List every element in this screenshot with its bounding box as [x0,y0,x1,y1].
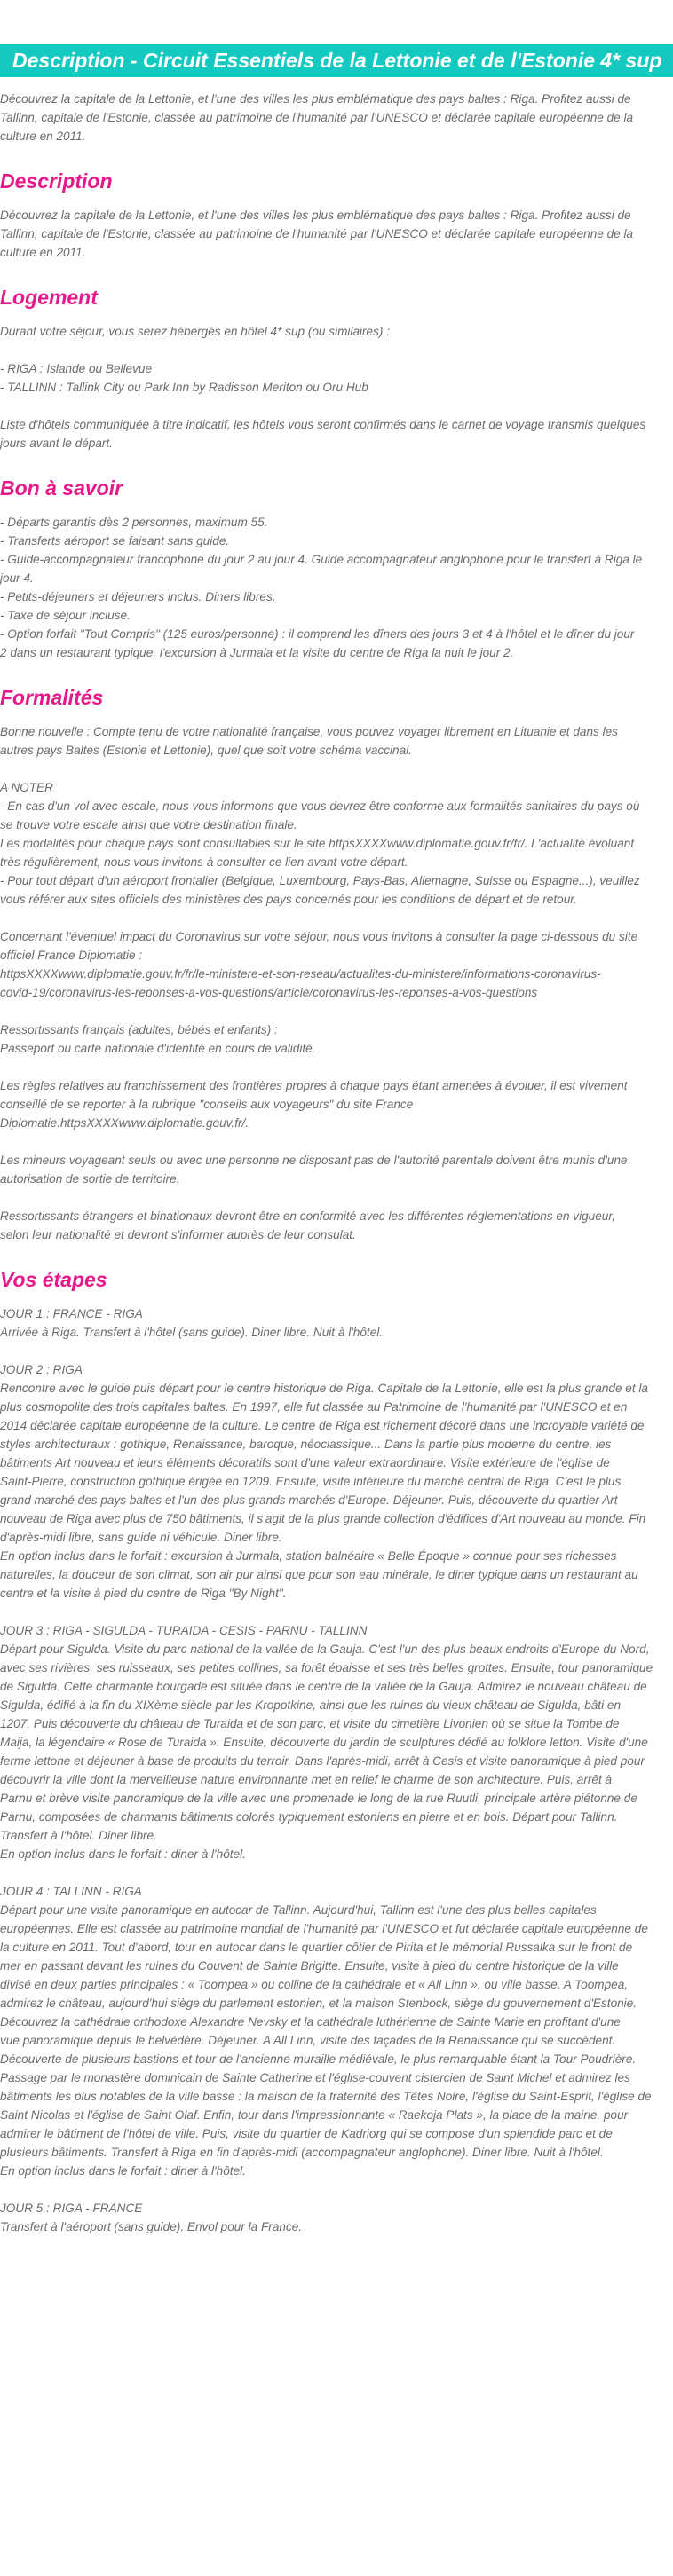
text-line: plus cosmopolite des trois capitales baltes. En 1997, elle fut classée au Patrimoine de l'humanité par l'UNESCO et en [0,1400,628,1414]
text-line: - Pour tout départ d'un aéroport frontalier (Belgique, Luxembourg, Pays-Bas, Allemagne, Suisse ou Espagne...), veuillez [0,874,640,887]
text-line: divisé en deux parties principales : « Toompea » ou colline de la cathédrale et « All Linn », ou ville basse. A Toompea, [0,1978,629,1991]
logement-section [0,322,673,453]
text-line: selon leur nationalité et devront s'informer auprès de leur consulat. [0,1228,356,1241]
paragraph [0,1304,669,1342]
text-line: Saint Nicolas et l'église de Saint Olaf. Enfin, tour dans l'impressionnante « Raekoja Plats », la place de la mairie, pour [0,2108,629,2122]
text-line: Tallinn, capitale de l'Estonie, classée au patrimoine de l'humanité par l'UNESCO et déclarée capitale européenne de la [0,111,634,124]
text-line: JOUR 2 : RIGA [0,1363,83,1376]
text-line: En option inclus dans le forfait : diner à l'hôtel. [0,2164,246,2178]
text-line: Diplomatie.httpsXXXXwww.diplomatie.gouv.fr/. [0,1116,249,1130]
text-line: Sigulda, édifié à la fin du XIXème siècle par les Kropotkine, ainsi que les ruines du vieux château de Sigulda, bâti en [0,1698,622,1712]
text-line: httpsXXXXwww.diplomatie.gouv.fr/fr/le-ministere-et-son-reseau/actualites-du-ministere/informations-coronavirus- [0,967,601,981]
text-line: bâtiments les plus notables de la ville basse : la maison de la fraternité des Têtes Noire, l'église du Saint-Esprit, l'église de [0,2090,652,2103]
paragraph-gap [0,1002,673,1020]
text-line: autorisation de sortie de territoire. [0,1172,180,1186]
paragraph [0,1076,669,1132]
paragraph [0,359,669,397]
text-line: la culture en 2011. Tout d'abord, tour en autocar dans le quartier côtier de Pirita et le mémorial Russalka sur le front de [0,1941,633,1954]
text-line: Ressortissants français (adultes, bébés et enfants) : [0,1023,278,1036]
text-line: Saint-Pierre, construction gothique érigée en 1209. Ensuite, visite intérieure du marché central de Riga. C'est le plus [0,1475,622,1488]
text-line: Découvrez la cathédrale orthodoxe Alexandre Nevsky et la cathédrale luthérienne de Sainte Marie en profitant d'une [0,2015,621,2029]
text-line: - Taxe de séjour incluse. [0,609,131,622]
paragraph [0,1207,669,1244]
text-line: vous référer aux sites officiels des ministères des pays concernés pour les conditions de départ et de retour. [0,893,578,906]
text-line: découvrir la ville dont la merveilleuse nature environnante met en relief le charme de son architecture. Puis, arrêt à [0,1773,613,1786]
text-line: - Petits-déjeuners et déjeuners inclus. Diners libres. [0,590,276,603]
paragraph [0,1882,669,2180]
formalites-section [0,722,673,1244]
paragraph [0,722,669,760]
text-line: covid-19/coronavirus-les-reponses-a-vos-questions/article/coronavirus-les-reponses-a-vos-questions [0,986,538,999]
paragraph [0,322,669,341]
etapes-section [0,1304,673,2236]
paragraph [0,415,669,453]
paragraph-gap [0,909,673,927]
text-line: Durant votre séjour, vous serez hébergés en hôtel 4* sup (ou similaires) : [0,325,390,338]
etapes-heading: Vos étapes [0,1268,107,1291]
text-line: En option inclus dans le forfait : diner à l'hôtel. [0,1847,246,1861]
text-line: naturelles, la douceur de son climat, son air pur ainsi que pour son eau minérale, le diner typique dans un restaurant au [0,1568,638,1581]
text-line: bâtiments Art nouveau et leurs éléments décoratifs sont d'une valeur extraordinaire. Visite extérieure de l'église de [0,1456,610,1469]
text-line: Liste d'hôtels communiquée à titre indicatif, les hôtels vous seront confirmés dans le carnet de voyage transmis quelques [0,418,646,431]
text-line: vue panoramique depuis le belvédère. Déjeuner. A All Linn, visite des façades de la Renaissance qui se succèdent. [0,2034,616,2047]
logement-heading: Logement [0,286,98,309]
text-line: JOUR 1 : FRANCE - RIGA [0,1307,143,1320]
paragraph [0,1020,669,1058]
text-line: jour 4. [0,571,34,585]
paragraph [0,927,669,1002]
paragraph [0,2199,669,2236]
text-line: Parnu et brève visite panoramique de la ville avec une promenade le long de la rue Ruutli, principale artère piétonne de [0,1792,637,1805]
text-line: Bonne nouvelle : Compte tenu de votre nationalité française, vous pouvez voyager librement en Lituanie et dans les [0,725,618,738]
text-line: JOUR 5 : RIGA - FRANCE [0,2202,143,2215]
text-line: de Sigulda. Cette charmante bourgade est située dans le centre de la vallée de la Gauja. Admirez le nouveau château de [0,1680,647,1693]
paragraph-gap [0,1603,673,1621]
text-line: A NOTER [0,781,53,794]
paragraph [0,1360,669,1603]
text-line: styles architecturaux : gothique, Renaissance, baroque, néoclassique... Dans la partie plus moderne du centre, les [0,1438,612,1451]
text-line: mer en passant devant les ruines du Couvent de Sainte Brigitte. Ensuite, visite à pied du centre historique de la ville [0,1959,619,1973]
text-line: En option inclus dans le forfait : excursion à Jurmala, station balnéaire « Belle Époque » connue pour ses richesses [0,1549,617,1563]
text-line: Départ pour une visite panoramique en autocar de Tallinn. Aujourd'hui, Tallinn est l'une des plus belles capitales [0,1903,597,1917]
paragraph-gap [0,1863,673,1882]
paragraph [0,778,669,909]
text-line: conseillé de se reporter à la rubrique "conseils aux voyageurs" du site France [0,1098,414,1111]
text-line: Les mineurs voyageant seuls ou avec une personne ne disposant pas de l'autorité parentale doivent être munis d'une [0,1154,628,1167]
text-line: admirer le bâtiment de l'hôtel de ville. Puis, visite du quartier de Kadriorg qui se compose d'un splendide parc et de [0,2127,613,2140]
text-line: Ressortissants étrangers et binationaux devront être en conformité avec les différentes réglementations en vigueur, [0,1209,615,1223]
paragraph [0,1621,669,1863]
text-line: centre et la visite à pied du centre de Riga "By Night". [0,1587,287,1600]
text-line: Tallinn, capitale de l'Estonie, classée au patrimoine de l'humanité par l'UNESCO et déclarée capitale européenne de la [0,227,634,240]
intro-paragraph [0,90,669,146]
text-line: culture en 2011. [0,130,86,143]
text-line: - TALLINN : Tallink City ou Park Inn by Radisson Meriton ou Oru Hub [0,381,368,394]
text-line: Découvrez la capitale de la Lettonie, et l'une des villes les plus emblématique des pays baltes : Riga. Profitez aussi de [0,209,631,222]
text-line: officiel France Diplomatie : [0,949,143,962]
text-line: grand marché des pays baltes et l'un des plus grands marchés d'Europe. Déjeuner. Puis, découverte du quartier Art [0,1493,618,1507]
text-line: avec ses rivières, ses ruisseaux, ses petites collines, sa forêt épaisse et ses très belles grottes. Ensuite, tour panoramique [0,1661,653,1674]
bon-a-savoir-list [0,513,669,662]
text-line: plusieurs bâtiments. Transfert à Riga en fin d'après-midi (accompagnateur anglophone). Diner libre. Nuit à l'hôtel. [0,2146,604,2159]
text-line: - Guide-accompagnateur francophone du jour 2 au jour 4. Guide accompagnateur anglophone pour le transfert à Riga le [0,553,643,566]
text-line: Les règles relatives au franchissement des frontières propres à chaque pays étant amenées à évoluer, il est vivement [0,1079,628,1092]
description-heading: Description [0,169,113,193]
bon-a-savoir-heading: Bon à savoir [0,477,123,500]
text-line: d'après-midi libre, sans guide ni véhicule. Diner libre. [0,1531,282,1544]
text-line: JOUR 4 : TALLINN - RIGA [0,1885,142,1898]
text-line: européennes. Elle est classée au patrimoine mondial de l'humanité par l'UNESCO et fut déclarée capitale européenne de [0,1922,648,1935]
formalites-heading: Formalités [0,686,104,709]
text-line: 2014 déclarée capitale européenne de la culture. Le centre de Riga est richement décoré dans une incroyable variété de [0,1419,645,1432]
text-line: 1207. Puis découverte du château de Turaida et de son parc, et visite du cimetière Livonien où se situe la Tombe de [0,1717,620,1730]
content [0,77,673,2236]
text-line: 2 dans un restaurant typique, l'excursion à Jurmala et la visite du centre de Riga la nuit le jour 2. [0,646,514,659]
paragraph-gap [0,1188,673,1207]
paragraph-gap [0,1132,673,1151]
paragraph-gap [0,1342,673,1360]
paragraph [0,1151,669,1188]
text-line: Passage par le monastère dominicain de Sainte Catherine et l'église-couvent cistercien de Saint Michel et admirez les [0,2071,630,2084]
text-line: Concernant l'éventuel impact du Coronavirus sur votre séjour, nous vous invitons à consulter la page ci-dessous du site [0,930,638,943]
page [0,44,673,2245]
text-line: Parnu, composées de charmants bâtiments colorés typiquement estoniens en pierre et en bois. Départ pour Tallinn. [0,1810,618,1824]
text-line: Découvrez la capitale de la Lettonie, et l'une des villes les plus emblématique des pays baltes : Riga. Profitez aussi de [0,92,631,106]
paragraph-gap [0,397,673,415]
text-line: Passeport ou carte nationale d'identité en cours de validité. [0,1042,316,1055]
text-line: - Option forfait "Tout Compris" (125 euros/personne) : il comprend les dîners des jours 3 et 4 à l'hôtel et le dîner du jour [0,627,635,641]
text-line: jours avant le départ. [0,437,113,450]
text-line: - Départs garantis dès 2 personnes, maximum 55. [0,516,268,529]
paragraph-gap [0,760,673,778]
text-line: - RIGA : Islande ou Bellevue [0,362,153,375]
text-line: ferme lettone et déjeuner à base de produits du terroir. Dans l'après-midi, arrêt à Cesis et visite panoramique à pied pour [0,1754,645,1768]
text-line: se trouve votre escale ainsi que votre destination finale. [0,818,297,831]
text-line: - Transferts aéroport se faisant sans guide. [0,534,230,547]
text-line: JOUR 3 : RIGA - SIGULDA - TURAIDA - CESIS - PARNU - TALLINN [0,1624,368,1637]
text-line: Arrivée à Riga. Transfert à l'hôtel (sans guide). Diner libre. Nuit à l'hôtel. [0,1326,384,1339]
paragraph-gap [0,2180,673,2199]
text-line: autres pays Baltes (Estonie et Lettonie), quel que soit votre schéma vaccinal. [0,744,412,757]
paragraph-gap [0,341,673,359]
text-line: Transfert à l'hôtel. Diner libre. [0,1829,157,1842]
text-line: culture en 2011. [0,246,86,259]
text-line: Maija, la légendaire « Rose de Turaida ». Ensuite, découverte du jardin de sculptures dédié au folklore letton. Visite d'une [0,1736,648,1749]
text-line: Découverte de plusieurs bastions et tour de l'ancienne muraille médiévale, le plus remarquable étant la Tour Poudrière. [0,2052,637,2066]
paragraph-gap [0,1058,673,1076]
text-line: très régulièrement, nous vous invitons à consulter ce lien avant votre départ. [0,855,408,869]
text-line: - En cas d'un vol avec escale, nous vous informons que vous devrez être conforme aux formalités sanitaires du pays où [0,800,640,813]
text-line: admirez le château, aujourd'hui siège du parlement estonien, et la maison Stenbock, siège du gouvernement d'Estonie. [0,1997,637,2010]
page-title-banner: Description - Circuit Essentiels de la Lettonie et de l'Estonie 4* sup [0,44,673,77]
text-line: Départ pour Sigulda. Visite du parc national de la vallée de la Gauja. C'est l'un des plus beaux endroits d'Europe du Nord, [0,1642,650,1656]
text-line: Transfert à l'aéroport (sans guide). Envol pour la France. [0,2220,303,2233]
text-line: Les modalités pour chaque pays sont consultables sur le site httpsXXXXwww.diplomatie.gouv.fr/fr/. L'actualité évoluant [0,837,635,850]
text-line: Rencontre avec le guide puis départ pour le centre historique de Riga. Capitale de la Lettonie, elle est la plus grande et la [0,1382,648,1395]
text-line: nouveau de Riga avec plus de 750 bâtiments, il s'agit de la plus grande collection d'édifices d'Art nouveau au monde. Fin [0,1512,646,1525]
description-paragraph [0,206,669,262]
